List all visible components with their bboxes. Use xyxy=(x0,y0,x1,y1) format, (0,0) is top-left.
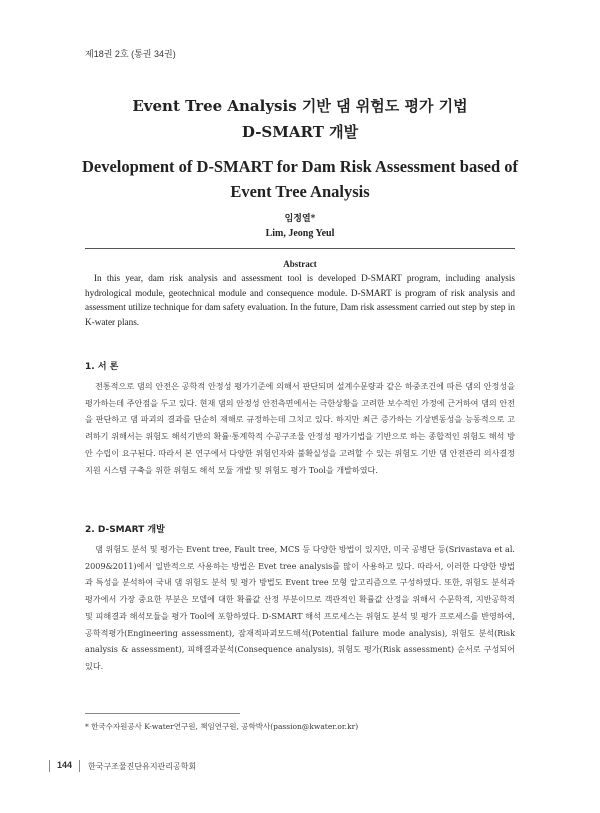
author-english: Lim, Jeong Yeul xyxy=(265,228,335,239)
abstract-divider xyxy=(85,248,515,249)
korean-title-line1: Event Tree Analysis 기반 댐 위험도 평가 기법 xyxy=(132,97,468,115)
english-title: Development of D-SMART for Dam Risk Assessment based of Event Tree Analysis xyxy=(81,157,519,201)
page-number: 144 xyxy=(57,760,73,770)
author-korean: 임정열* xyxy=(284,214,316,224)
issue-header: 제18권 2호 (통권 34권) xyxy=(85,49,176,59)
section-text-introduction: 전통적으로 댐의 안전은 공학적 안정성 평가기준에 의해서 판단되며 설계수문량과 같은 하중조건에 따른 댐의 안정성을 평가하는데 주안점을 두고 있다. 현재 댐의 안정성 안전측면에서는 극한상황을 고려한 보수적인 가정에 근거하여 댐의 안전을 판단하고 댐 파괴의 결과를 단순히 재해로 규정하는데 그치고 있다. 하지만 최근 증가하는 기상변동성을 능동적으로 고려하기 위해서는 위험도 해석기반의 확률·통계학적 수공구조물 안정성 평가기법을 기반으로 하는 종합적인 위험도 해석 방안 수립이 요구된다. 따라서 본 연구에서 다양한 위험인자와 불확실성을 고려할 수 있는 위험도 기반 댐 안전관리 의사결정 지원 시스템 구축을 위한 위험도 해석 모듈 개발 및 위험도 평가 Tool을 개발하였다. xyxy=(85,381,515,475)
publisher-name: 한국구조물진단유지관리공학회 xyxy=(88,762,197,771)
korean-title-line2: D-SMART 개발 xyxy=(241,123,359,141)
section-heading-dsmart: 2. D-SMART 개발 xyxy=(85,525,165,535)
footer-left-rule xyxy=(49,760,50,772)
abstract-heading: Abstract xyxy=(283,259,317,269)
footer-separator xyxy=(79,760,80,772)
footnote-divider xyxy=(85,713,240,714)
abstract-text: In this year, dam risk analysis and assessment tool is developed D-SMART program, including analysis hydrological module, geotechnical module and consequence module. D-SMART is program of risk analysis and assessment utilize technique for dam safety evaluation. In the future, Dam risk assessment carried out step by step in K-water plans. xyxy=(85,273,515,327)
section-heading-introduction: 1. 서 론 xyxy=(85,362,119,372)
section-text-dsmart: 댐 위험도 분석 및 평가는 Event tree, Fault tree, MCS 등 다양한 방법이 있지만, 미국 공병단 등(Srivastava et al. 2009&2011)에서 일반적으로 사용하는 방법은 Evet tree analysis를 많이 사용하고 있다. 따라서, 이러한 다양한 방법과 특성을 분석하여 국내 댐 위험도 분석 및 평가 방법도 Event tree 모형 알고리즘으로 구성하였다. 또한, 위험도 분석과 평가에서 가장 중요한 부분은 모델에 대한 확률값 산정 부분이므로 객관적인 확률값 산정을 위해서 수문학적, 지반공학적 및 피해결과 해석모듈을 평가 Tool에 포함하였다. D-SMART 해석 프로세스는 위험도 분석 및 평가 프로세스를 반영하여, 공학적평가(Engineering assessment), 잠재적파괴모드해석(Potential failure mode analysis), 위험도 분석(Risk analysis & assessment), 피해결과분석(Consequence analysis), 위험도 평가(Risk assessment) 순서로 구성되어 있다. xyxy=(85,544,515,671)
author-footnote: * 한국수자원공사 K-water연구원, 책임연구원, 공학박사(passion@kwater.or.kr) xyxy=(85,722,359,731)
